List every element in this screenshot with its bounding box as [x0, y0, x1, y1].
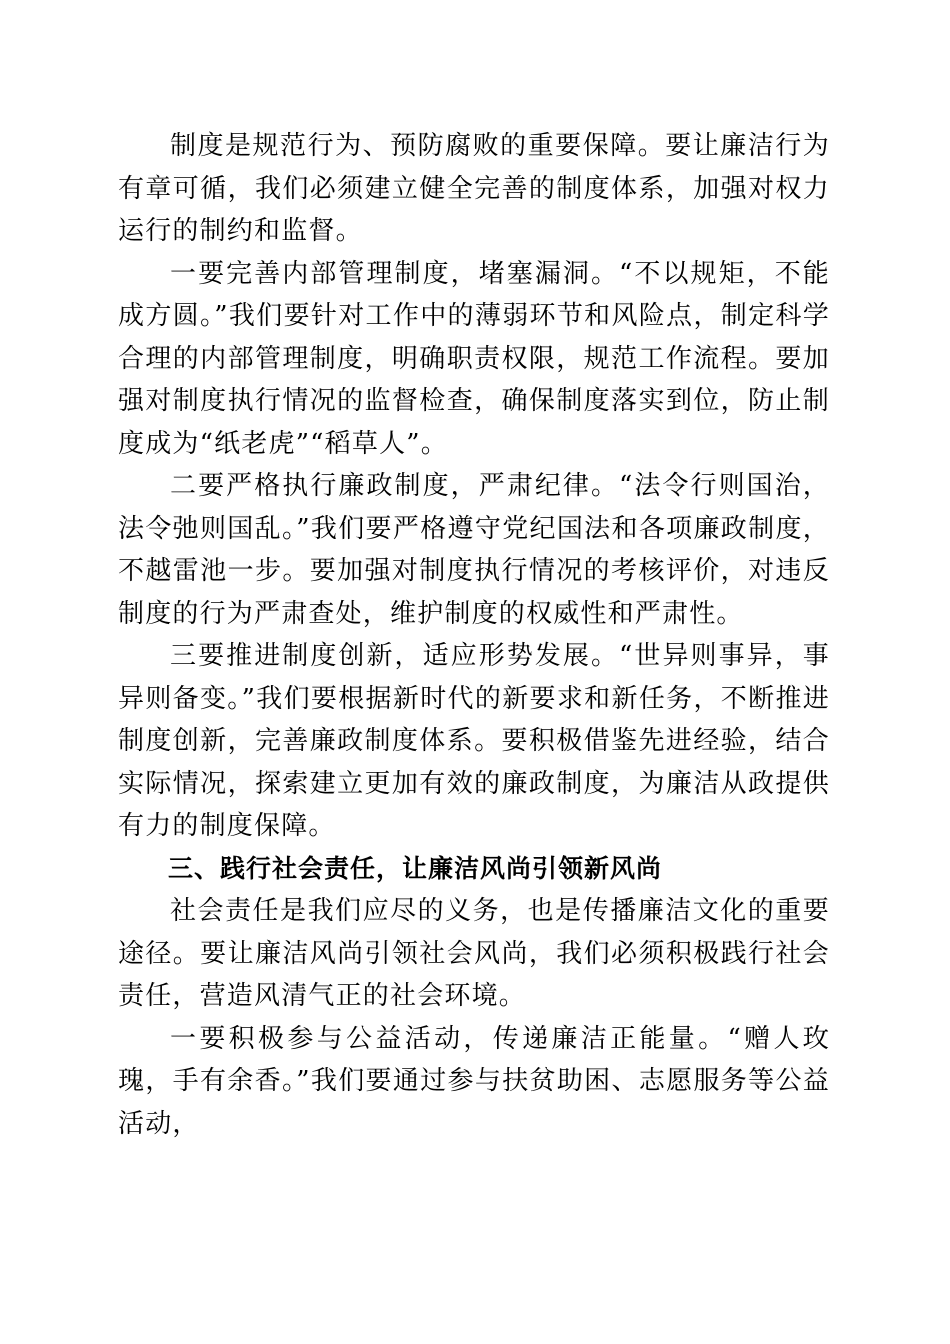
paragraph-system-importance: 制度是规范行为、预防腐败的重要保障。要让廉洁行为有章可循，我们必须建立健全完善的制度体系，加强对权力运行的制约和监督。 — [118, 131, 830, 246]
paragraph-system-innovation: 三要推进制度创新，适应形势发展。“世异则事异，事异则备变。”我们要根据新时代的新要求和新任务，不断推进制度创新，完善廉政制度体系。要积极借鉴先进经验，结合实际情况，探索建立更加有效的廉政制度，为廉洁从政提供有力的制度保障。 — [118, 641, 830, 841]
paragraph-social-responsibility: 社会责任是我们应尽的义务，也是传播廉洁文化的重要途径。要让廉洁风尚引领社会风尚，我们必须积极践行社会责任，营造风清气正的社会环境。 — [118, 896, 830, 1011]
paragraph-public-welfare: 一要积极参与公益活动，传递廉洁正能量。“赠人玫瑰，手有余香。”我们要通过参与扶贫助困、志愿服务等公益活动， — [118, 1023, 830, 1139]
paragraph-strict-enforcement: 二要严格执行廉政制度，严肃纪律。“法令行则国治，法令弛则国乱。”我们要严格遵守党纪国法和各项廉政制度，不越雷池一步。要加强对制度执行情况的考核评价，对违反制度的行为严肃查处，维护制度的权威性和严肃性。 — [118, 471, 830, 629]
paragraph-internal-management: 一要完善内部管理制度，堵塞漏洞。“不以规矩，不能成方圆。”我们要针对工作中的薄弱环节和风险点，制定科学合理的内部管理制度，明确职责权限，规范工作流程。要加强对制度执行情况的监督检查，确保制度落实到位，防止制度成为“纸老虎”“稻草人”。 — [118, 258, 830, 459]
document-body — [118, 125, 830, 1145]
section-heading-social-responsibility: 三、践行社会责任，让廉洁风尚引领新风尚 — [168, 853, 663, 883]
